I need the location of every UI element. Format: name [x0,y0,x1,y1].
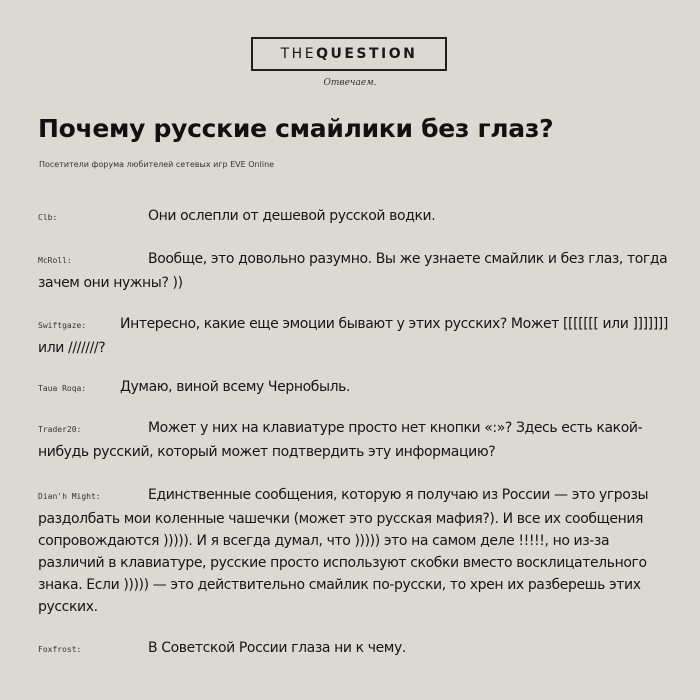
forum-post-clb [38,205,668,229]
post-author: Taua Roqa: [38,384,87,393]
post-text: Вообще, это довольно разумно. Вы же узнаете смайлик и без глаз, тогда зачем они нужны? )) [38,251,668,291]
post-author: Clb: [38,213,58,222]
post-author: McRoll: [38,256,72,265]
forum-post-taua-roqa [38,376,668,400]
forum-post-dianh-might [38,484,668,618]
logo-tagline: Отвечаем. [323,78,377,88]
post-text: Единственные сообщения, которую я получаю из России — это угрозы раздолбать мои коленные чашечки (может это русская мафия?). И все их сообщения сопровождаются ))))). И я всегда думал, что ))))) это на самом деле !!!!!, но из-за различий в клавиатуре, русские просто используют скобки вместо восклицательного знака. Если ))))) — это действительно смайлик по-русски, то хрен их разберешь этих русских. [38,487,649,615]
forum-post-swiftgaze [38,313,668,359]
forum-post-trader20 [38,417,668,463]
post-text: В Советской России глаза ни к чему. [148,640,406,656]
post-text: Интересно, какие еще эмоции бывают у этих русских? Может [[[[[[[ или ]]]]]]] или ///////? [38,316,668,356]
forum-post-mcroll [38,248,668,294]
post-author: Foxfrost: [38,645,82,654]
post-text: Думаю, виной всему Чернобыль. [120,379,351,395]
post-author: Trader20: [38,425,82,434]
post-text: Может у них на клавиатуре просто нет кнопки «:»? Здесь есть какой-нибудь русский, который может подтвердить эту информацию? [38,420,643,460]
forum-post-foxfrost [38,637,668,661]
page-title: Почему русские смайлики без глаз? [38,114,554,143]
post-author: Swiftgaze: [38,321,87,330]
logo-question-text: QUESTION [316,46,418,62]
thequestion-logo [251,37,447,71]
post-text: Они ослепли от дешевой русской водки. [148,208,436,224]
post-author: Dian'h Might: [38,492,101,501]
page-subtitle: Посетители форума любителей сетевых игр EVE Online [39,160,275,169]
logo-the-text: THE [280,46,317,62]
